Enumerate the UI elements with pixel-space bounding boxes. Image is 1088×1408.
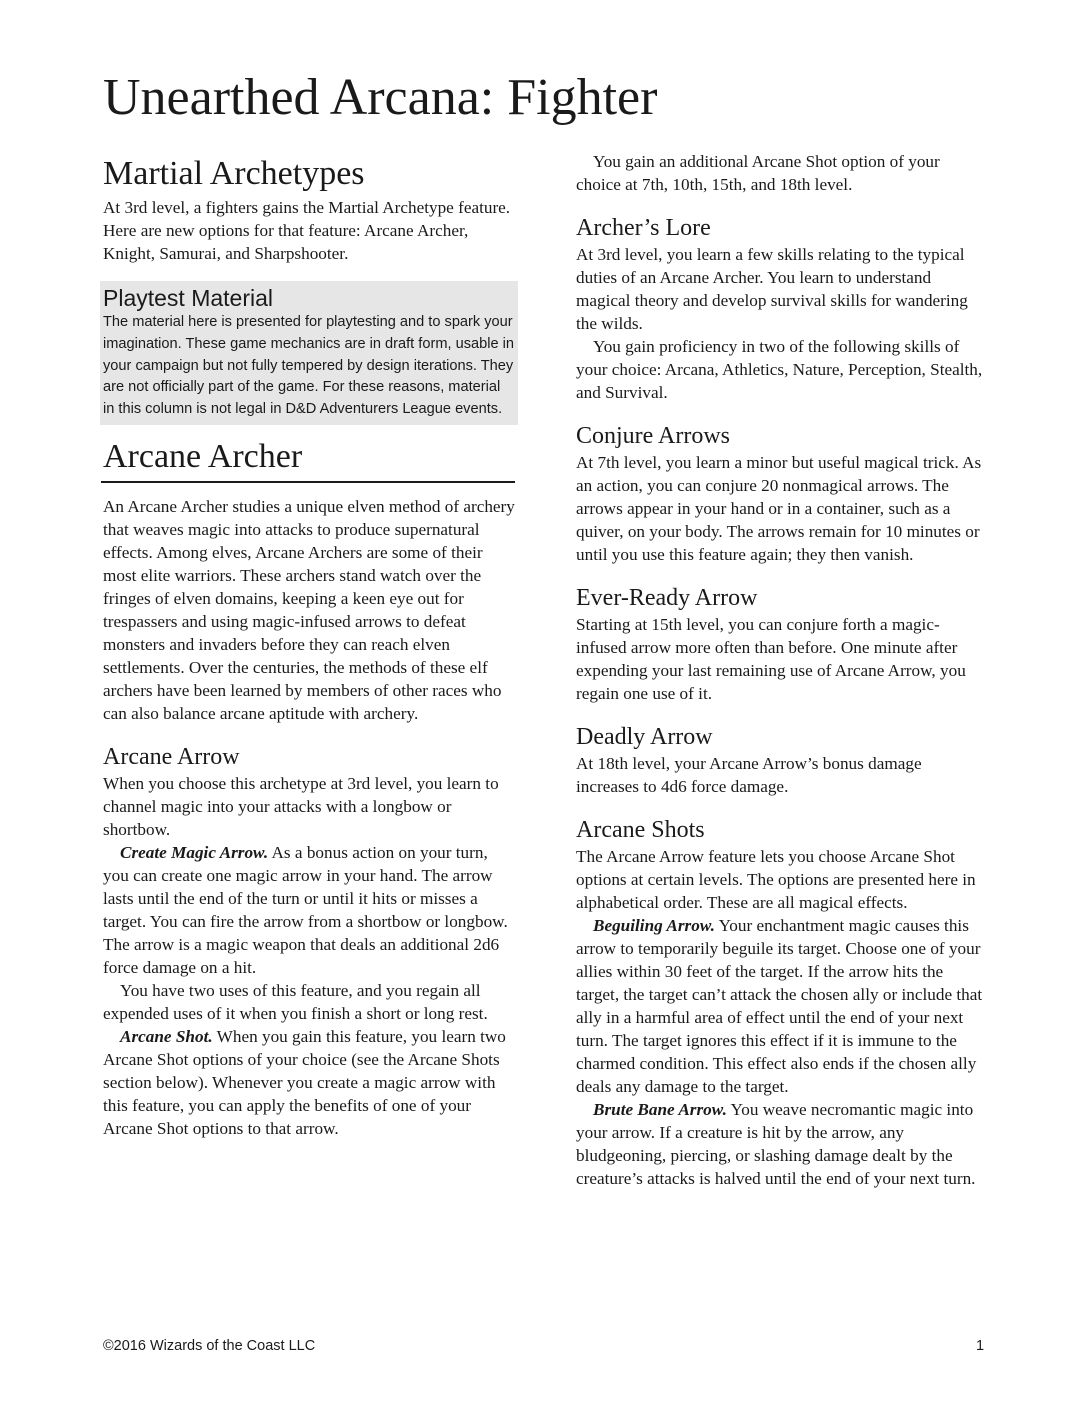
playtest-title: Playtest Material	[103, 285, 274, 311]
arcane-archer-text: An Arcane Archer studies a unique elven method of archery that weaves magic into attacks to produce supernatural effects. Among elves, Arcane Archers are some of their most elite warriors. These archers stand watch over the fringes of elven domains, keeping a keen eye out for trespassers and using magic-infused arrows to defeat monsters and invaders before they can reach elven settlements. Over the centuries, the methods of these elf archers have been learned by members of other races who can also balance arcane aptitude with archery.	[103, 496, 515, 723]
playtest-sidebar	[100, 281, 518, 425]
playtest-text: The material here is presented for playtesting and to spark your imagination. These game mechanics are in draft form, usable in your campaign but not fully tempered by design iterations. They are not officially part of the game. For these reasons, material in this column is not legal in D&D Adventurers League events.	[103, 314, 514, 418]
deadly-arrow-heading: Deadly Arrow	[576, 724, 713, 750]
ever-ready-arrow-heading: Ever-Ready Arrow	[576, 585, 758, 611]
martial-archetypes-heading: Martial Archetypes	[103, 155, 365, 192]
archers-lore-heading: Archer’s Lore	[576, 215, 711, 241]
create-magic-arrow-paragraph	[103, 841, 515, 979]
brute-bane-arrow-paragraph	[576, 1098, 988, 1190]
conjure-arrows-heading: Conjure Arrows	[576, 423, 730, 449]
arcane-shot-paragraph	[103, 1025, 515, 1140]
create-magic-arrow-text: As a bonus action on your turn, you can create one magic arrow in your hand. The arrow lasts until the end of the turn or until it hits or misses a target. You can fire the arrow from a shortbow or longbow. The arrow is a magic weapon that deals an additional 2d6 force damage on a hit.	[103, 842, 508, 977]
left-column	[103, 150, 515, 1140]
right-column	[576, 150, 988, 1190]
arcane-shots-heading: Arcane Shots	[576, 817, 705, 843]
arcane-arrow-heading: Arcane Arrow	[103, 743, 240, 770]
conjure-arrows-text: At 7th level, you learn a minor but useful magical trick. As an action, you can conjure 20 nonmagical arrows. The arrows appear in your hand or in a container, such as a quiver, on your body. The arrows remain for 10 minutes or until you use this feature again; they then vanish.	[576, 453, 982, 564]
copyright-footer: ©2016 Wizards of the Coast LLC	[103, 1338, 316, 1354]
beguiling-arrow-label: Beguiling Arrow.	[593, 916, 715, 935]
arcane-shot-levels-text: You gain an additional Arcane Shot option of your choice at 7th, 10th, 15th, and 18th level.	[576, 152, 940, 194]
archers-lore-skills-text: You gain proficiency in two of the following skills of your choice: Arcana, Athletics, Nature, Perception, Stealth, and Survival.	[576, 337, 983, 402]
deadly-arrow-text: At 18th level, your Arcane Arrow’s bonus damage increases to 4d6 force damage.	[576, 754, 922, 796]
brute-bane-arrow-text: You weave necromantic magic into your arrow. If a creature is hit by the arrow, any bludgeoning, piercing, or slashing damage dealt by the creature’s attacks is halved until the end of your next turn.	[576, 1100, 976, 1188]
arcane-archer-heading: Arcane Archer	[101, 435, 515, 483]
page-title: Unearthed Arcana: Fighter	[103, 69, 658, 126]
arcane-arrow-intro: When you choose this archetype at 3rd level, you learn to channel magic into your attacks with a longbow or shortbow.	[103, 773, 499, 839]
archers-lore-text: At 3rd level, you learn a few skills relating to the typical duties of an Arcane Archer. You learn to understand magical theory and develop survival skills for wandering the wilds.	[576, 245, 968, 333]
arcane-shot-label: Arcane Shot.	[120, 1026, 213, 1046]
brute-bane-arrow-label: Brute Bane Arrow.	[593, 1100, 727, 1119]
arrow-uses-text: You have two uses of this feature, and you regain all expended uses of it when you finish a short or long rest.	[103, 980, 488, 1023]
martial-archetypes-text: At 3rd level, a fighters gains the Martial Archetype feature. Here are new options for that feature: Arcane Archer, Knight, Samurai, and Sharpshooter.	[103, 198, 511, 263]
create-magic-arrow-label: Create Magic Arrow.	[120, 842, 269, 862]
beguiling-arrow-text: Your enchantment magic causes this arrow to temporarily beguile its target. Choose one of your allies within 30 feet of the target. If the arrow hits the target, the target can’t attack the chosen ally or include that ally in a harmful area of effect until the end of your next turn. The target ignores this effect if it is immune to the charmed condition. This effect also ends if the chosen ally deals any damage to the target.	[576, 916, 983, 1096]
arcane-shots-text: The Arcane Arrow feature lets you choose Arcane Shot options at certain levels. The options are presented here in alphabetical order. These are all magical effects.	[576, 847, 976, 912]
arcane-shot-text: When you gain this feature, you learn two Arcane Shot options of your choice (see the Arcane Shots section below). Whenever you create a magic arrow with this feature, you can apply the benefits of one of your Arcane Shot options to that arrow.	[103, 1026, 506, 1138]
page-number: 1	[976, 1338, 985, 1354]
beguiling-arrow-paragraph	[576, 914, 988, 1098]
ever-ready-arrow-text: Starting at 15th level, you can conjure forth a magic-infused arrow more often than before. One minute after expending your last remaining use of Arcane Arrow, you regain one use of it.	[576, 615, 966, 703]
